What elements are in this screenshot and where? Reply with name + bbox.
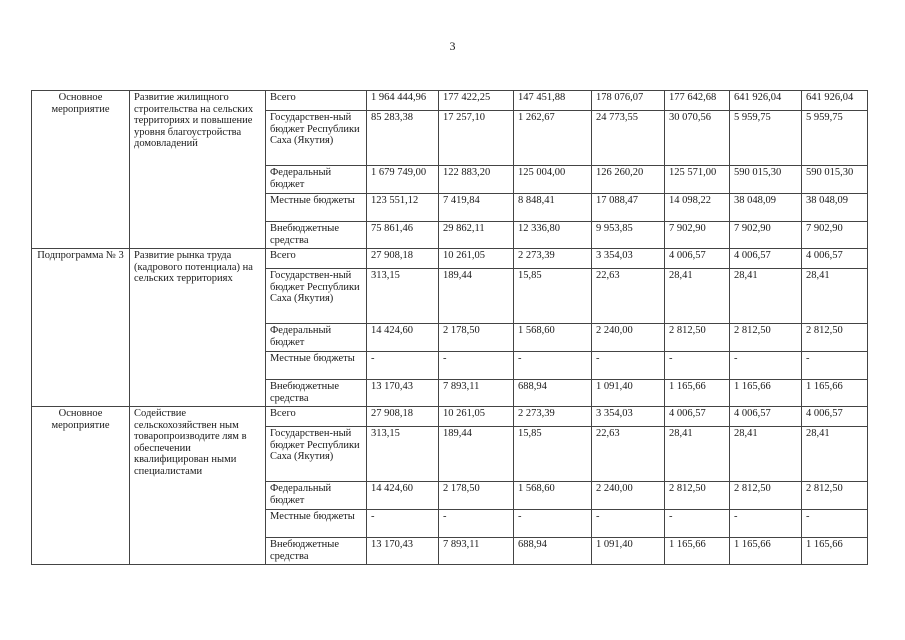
amount-cell: 4 006,57 — [802, 249, 868, 269]
amount-cell: 2 812,50 — [730, 324, 802, 352]
amount-cell: - — [514, 510, 592, 538]
amount-cell: 4 006,57 — [802, 407, 868, 427]
amount-cell: 2 273,39 — [514, 407, 592, 427]
amount-cell: 14 098,22 — [665, 194, 730, 222]
amount-cell: 147 451,88 — [514, 91, 592, 111]
amount-cell: 1 964 444,96 — [367, 91, 439, 111]
amount-cell: 1 165,66 — [730, 538, 802, 565]
budget-table — [31, 90, 868, 565]
amount-cell: 122 883,20 — [439, 166, 514, 194]
amount-cell: 15,85 — [514, 427, 592, 482]
amount-cell: - — [514, 352, 592, 380]
amount-cell: 641 926,04 — [730, 91, 802, 111]
amount-cell: 1 165,66 — [665, 538, 730, 565]
amount-cell: 4 006,57 — [730, 249, 802, 269]
funding-source-cell: Всего — [266, 91, 367, 111]
amount-cell: 5 959,75 — [730, 111, 802, 166]
amount-cell: 3 354,03 — [592, 407, 665, 427]
section-type-cell: Подпрограмма № 3 — [32, 249, 130, 407]
amount-cell: 29 862,11 — [439, 222, 514, 249]
amount-cell: - — [665, 352, 730, 380]
amount-cell: 28,41 — [802, 269, 868, 324]
amount-cell: 10 261,05 — [439, 407, 514, 427]
section-type-cell: Основное мероприятие — [32, 91, 130, 249]
amount-cell: 1 262,67 — [514, 111, 592, 166]
amount-cell: 3 354,03 — [592, 249, 665, 269]
amount-cell: 688,94 — [514, 538, 592, 565]
funding-source-cell: Государствен-ный бюджет Республики Саха (Якутия) — [266, 269, 367, 324]
funding-source-cell: Местные бюджеты — [266, 194, 367, 222]
amount-cell: 2 812,50 — [802, 324, 868, 352]
funding-source-cell: Всего — [266, 407, 367, 427]
amount-cell: - — [439, 510, 514, 538]
section-type-cell: Основное мероприятие — [32, 407, 130, 565]
funding-source-cell: Местные бюджеты — [266, 352, 367, 380]
funding-source-cell: Федеральный бюджет — [266, 166, 367, 194]
amount-cell: 2 812,50 — [730, 482, 802, 510]
amount-cell: 641 926,04 — [802, 91, 868, 111]
amount-cell: - — [439, 352, 514, 380]
amount-cell: 75 861,46 — [367, 222, 439, 249]
amount-cell: 7 902,90 — [802, 222, 868, 249]
amount-cell: 1 679 749,00 — [367, 166, 439, 194]
amount-cell: 1 091,40 — [592, 538, 665, 565]
amount-cell: 2 240,00 — [592, 482, 665, 510]
funding-source-cell: Федеральный бюджет — [266, 324, 367, 352]
amount-cell: 1 568,60 — [514, 324, 592, 352]
amount-cell: 28,41 — [802, 427, 868, 482]
amount-cell: 14 424,60 — [367, 482, 439, 510]
amount-cell: - — [367, 510, 439, 538]
amount-cell: 38 048,09 — [730, 194, 802, 222]
amount-cell: 7 902,90 — [665, 222, 730, 249]
amount-cell: 177 642,68 — [665, 91, 730, 111]
amount-cell: 1 091,40 — [592, 380, 665, 407]
amount-cell: 177 422,25 — [439, 91, 514, 111]
amount-cell: 1 568,60 — [514, 482, 592, 510]
amount-cell: 2 812,50 — [802, 482, 868, 510]
funding-source-cell: Внебюджетные средства — [266, 380, 367, 407]
amount-cell: 2 178,50 — [439, 324, 514, 352]
amount-cell: 30 070,56 — [665, 111, 730, 166]
amount-cell: 7 893,11 — [439, 538, 514, 565]
amount-cell: 28,41 — [730, 269, 802, 324]
amount-cell: - — [730, 510, 802, 538]
funding-source-cell: Внебюджетные средства — [266, 222, 367, 249]
amount-cell: 7 419,84 — [439, 194, 514, 222]
amount-cell: 1 165,66 — [802, 538, 868, 565]
amount-cell: - — [802, 510, 868, 538]
amount-cell: 590 015,30 — [802, 166, 868, 194]
amount-cell: 28,41 — [665, 427, 730, 482]
page-number: 3 — [449, 39, 456, 53]
amount-cell: - — [730, 352, 802, 380]
amount-cell: 15,85 — [514, 269, 592, 324]
amount-cell: 313,15 — [367, 269, 439, 324]
amount-cell: 13 170,43 — [367, 538, 439, 565]
amount-cell: 313,15 — [367, 427, 439, 482]
amount-cell: 2 178,50 — [439, 482, 514, 510]
amount-cell: 17 257,10 — [439, 111, 514, 166]
amount-cell: 27 908,18 — [367, 249, 439, 269]
section-name-cell: Содействие сельскохозяйствен ным товаропроизводите лям в обеспечении квалифицирован ными специалистами — [130, 407, 266, 565]
amount-cell: 2 273,39 — [514, 249, 592, 269]
amount-cell: 178 076,07 — [592, 91, 665, 111]
amount-cell: 13 170,43 — [367, 380, 439, 407]
funding-source-cell: Местные бюджеты — [266, 510, 367, 538]
amount-cell: - — [592, 510, 665, 538]
amount-cell: - — [367, 352, 439, 380]
amount-cell: 24 773,55 — [592, 111, 665, 166]
amount-cell: 125 004,00 — [514, 166, 592, 194]
amount-cell: 688,94 — [514, 380, 592, 407]
amount-cell: 28,41 — [730, 427, 802, 482]
amount-cell: - — [665, 510, 730, 538]
amount-cell: 38 048,09 — [802, 194, 868, 222]
funding-source-cell: Всего — [266, 249, 367, 269]
amount-cell: 27 908,18 — [367, 407, 439, 427]
amount-cell: 590 015,30 — [730, 166, 802, 194]
amount-cell: 10 261,05 — [439, 249, 514, 269]
funding-source-cell: Государствен-ный бюджет Республики Саха (Якутия) — [266, 427, 367, 482]
amount-cell: 123 551,12 — [367, 194, 439, 222]
amount-cell: 125 571,00 — [665, 166, 730, 194]
amount-cell: 14 424,60 — [367, 324, 439, 352]
section-name-cell: Развитие рынка труда (кадрового потенциала) на сельских территориях — [130, 249, 266, 407]
amount-cell: 4 006,57 — [665, 407, 730, 427]
amount-cell: 28,41 — [665, 269, 730, 324]
amount-cell: 2 240,00 — [592, 324, 665, 352]
amount-cell: 2 812,50 — [665, 324, 730, 352]
funding-source-cell: Федеральный бюджет — [266, 482, 367, 510]
amount-cell: 4 006,57 — [665, 249, 730, 269]
table-row — [32, 91, 868, 111]
amount-cell: 8 848,41 — [514, 194, 592, 222]
amount-cell: 12 336,80 — [514, 222, 592, 249]
amount-cell: 85 283,38 — [367, 111, 439, 166]
funding-source-cell: Внебюджетные средства — [266, 538, 367, 565]
table-row — [32, 249, 868, 269]
section-name-cell: Развитие жилищного строительства на сельских территориях и повышение уровня благоустройства домовладений — [130, 91, 266, 249]
amount-cell: 22,63 — [592, 269, 665, 324]
amount-cell: 2 812,50 — [665, 482, 730, 510]
amount-cell: 5 959,75 — [802, 111, 868, 166]
amount-cell: - — [802, 352, 868, 380]
amount-cell: 189,44 — [439, 427, 514, 482]
amount-cell: 1 165,66 — [665, 380, 730, 407]
amount-cell: 1 165,66 — [730, 380, 802, 407]
amount-cell: 7 902,90 — [730, 222, 802, 249]
amount-cell: - — [592, 352, 665, 380]
amount-cell: 22,63 — [592, 427, 665, 482]
amount-cell: 9 953,85 — [592, 222, 665, 249]
table-row — [32, 407, 868, 427]
amount-cell: 1 165,66 — [802, 380, 868, 407]
funding-source-cell: Государствен-ный бюджет Республики Саха (Якутия) — [266, 111, 367, 166]
amount-cell: 17 088,47 — [592, 194, 665, 222]
amount-cell: 126 260,20 — [592, 166, 665, 194]
amount-cell: 4 006,57 — [730, 407, 802, 427]
amount-cell: 189,44 — [439, 269, 514, 324]
amount-cell: 7 893,11 — [439, 380, 514, 407]
